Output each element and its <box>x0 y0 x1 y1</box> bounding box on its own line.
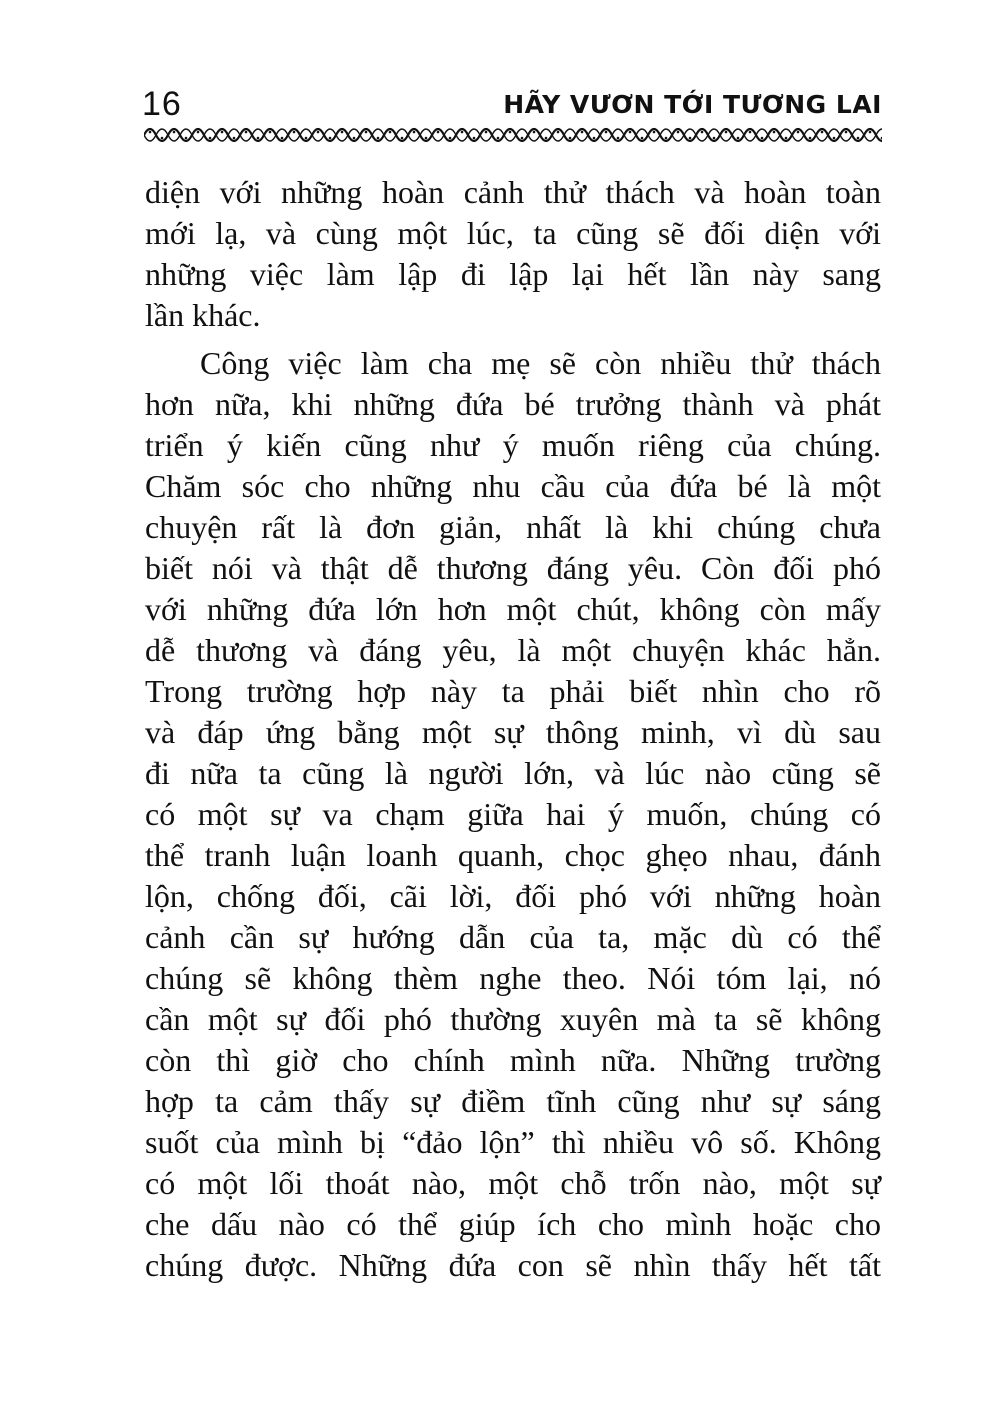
text-line: mới lạ, và cùng một lúc, ta cũng sẽ đối diện với <box>145 215 881 251</box>
text-line: Trong trường hợp này ta phải biết nhìn cho rõ <box>145 673 881 709</box>
text-line: những việc làm lập đi lập lại hết lần này sang <box>145 256 881 292</box>
text-line: chúng sẽ không thèm nghe theo. Nói tóm lại, nó <box>145 960 881 996</box>
text-line: Công việc làm cha mẹ sẽ còn nhiều thử thách <box>200 345 881 381</box>
running-title: HÃY VƯƠN TỚI TƯƠNG LAI <box>503 90 882 119</box>
text-line: lần khác. <box>145 297 261 333</box>
text-line: che dấu nào có thể giúp ích cho mình hoặc cho <box>145 1206 881 1242</box>
text-line: diện với những hoàn cảnh thử thách và hoàn toàn <box>145 174 881 210</box>
text-line: dễ thương và đáng yêu, là một chuyện khác hẳn. <box>145 632 881 668</box>
text-line: suốt của mình bị “đảo lộn” thì nhiều vô số. Không <box>145 1124 881 1160</box>
text-line: chúng được. Những đứa con sẽ nhìn thấy hết tất <box>145 1247 881 1283</box>
text-line: chuyện rất là đơn giản, nhất là khi chúng chưa <box>145 509 881 545</box>
text-line: đi nữa ta cũng là người lớn, và lúc nào cũng sẽ <box>145 755 881 791</box>
page-number: 16 <box>142 85 182 123</box>
text-line: hơn nữa, khi những đứa bé trưởng thành và phát <box>145 386 881 422</box>
text-line: cần một sự đối phó thường xuyên mà ta sẽ không <box>145 1001 881 1037</box>
text-line: biết nói và thật dễ thương đáng yêu. Còn đối phó <box>145 550 881 586</box>
text-line: và đáp ứng bằng một sự thông minh, vì dù sau <box>145 714 881 750</box>
text-line: cảnh cần sự hướng dẫn của ta, mặc dù có thể <box>145 919 881 955</box>
paragraph-spacer <box>145 336 881 343</box>
decorative-border-ornament <box>144 124 882 146</box>
text-line: thể tranh luận loanh quanh, chọc ghẹo nhau, đánh <box>145 837 881 873</box>
paragraph-2 <box>145 343 881 1286</box>
text-line: hợp ta cảm thấy sự điềm tĩnh cũng như sự sáng <box>145 1083 881 1119</box>
text-line: có một sự va chạm giữa hai ý muốn, chúng có <box>145 796 881 832</box>
text-line: có một lối thoát nào, một chỗ trốn nào, một sự <box>145 1165 881 1201</box>
text-line: Chăm sóc cho những nhu cầu của đứa bé là một <box>145 468 881 504</box>
text-line: lộn, chống đối, cãi lời, đối phó với những hoàn <box>145 878 881 914</box>
paragraph-1 <box>145 172 881 336</box>
body-text <box>145 172 881 1286</box>
text-line: còn thì giờ cho chính mình nữa. Những trường <box>145 1042 881 1078</box>
text-line: triển ý kiến cũng như ý muốn riêng của chúng. <box>145 427 881 463</box>
text-line: với những đứa lớn hơn một chút, không còn mấy <box>145 591 881 627</box>
